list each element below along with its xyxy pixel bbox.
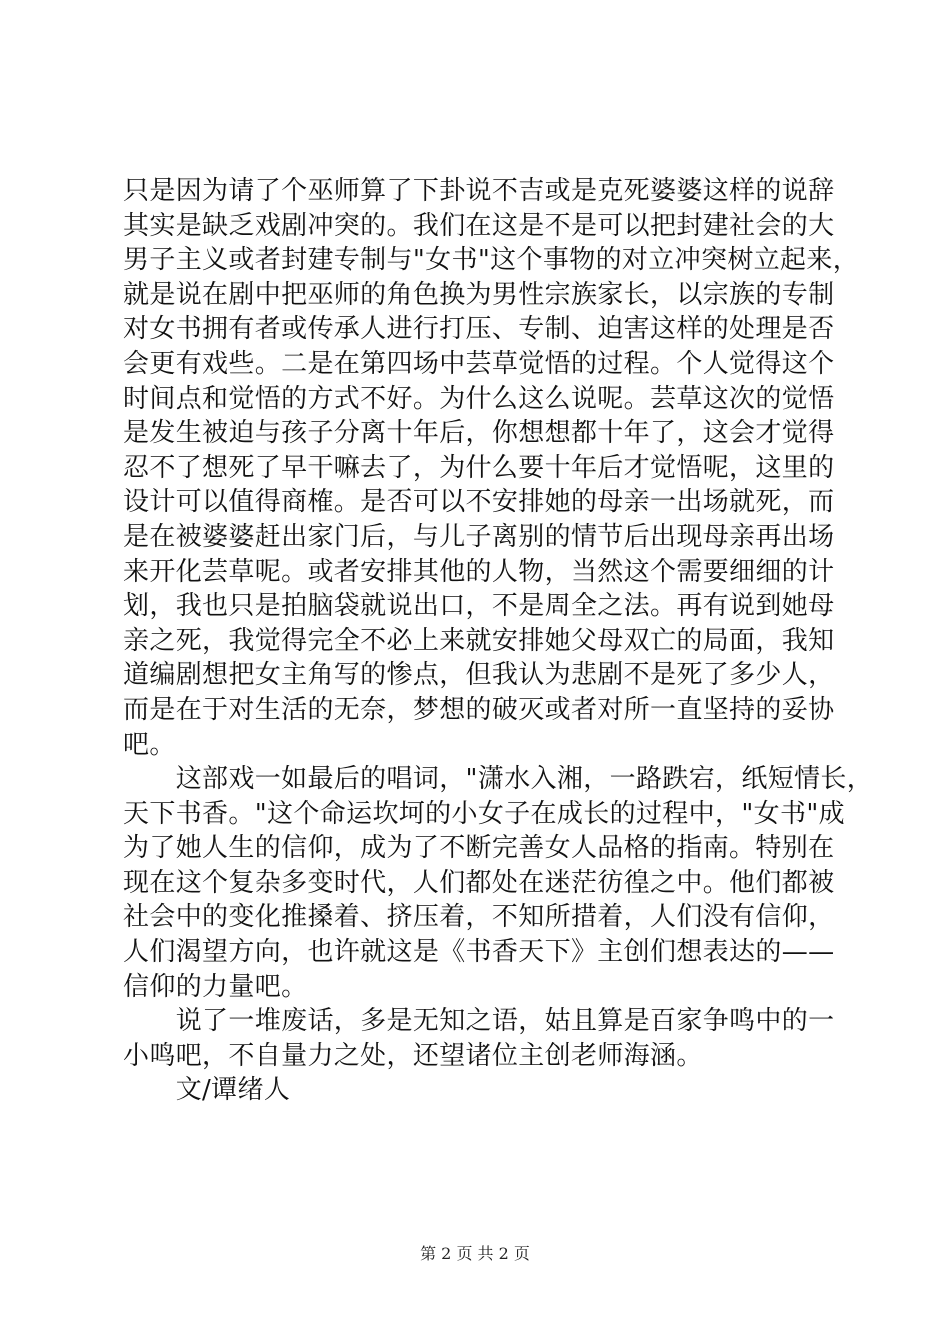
text-line: 设计可以值得商榷。是否可以不安排她的母亲一出场就死，而	[123, 487, 835, 518]
text-line: 吧。	[123, 729, 176, 760]
text-line: 说了一堆废话，多是无知之语，姑且算是百家争鸣中的一	[123, 1006, 835, 1037]
text-line: 男子主义或者封建专制与"女书"这个事物的对立冲突树立起来，	[123, 245, 860, 276]
text-line: 社会中的变化推搡着、挤压着，不知所措着，人们没有信仰，	[123, 902, 835, 933]
text-line: 只是因为请了个巫师算了下卦说不吉或是克死婆婆这样的说辞	[123, 176, 835, 206]
text-line: 会更有戏些。二是在第四场中芸草觉悟的过程。个人觉得这个	[123, 348, 835, 379]
text-line: 忍不了想死了早干嘛去了，为什么要十年后才觉悟呢，这里的	[123, 452, 835, 483]
text-line: 来开化芸草呢。或者安排其他的人物，当然这个需要细细的计	[123, 556, 835, 587]
text-line: 人们渴望方向，也许就这是《书香天下》主创们想表达的——	[123, 937, 835, 968]
text-line: 就是说在剧中把巫师的角色换为男性宗族家长，以宗族的专制	[123, 279, 835, 310]
text-line: 这部戏一如最后的唱词，"潇水入湘，一路跌宕，纸短情长，	[123, 764, 874, 795]
page-number-footer: 第 2 页 共 2 页	[420, 1244, 530, 1263]
document-body	[123, 174, 874, 1108]
text-line: 小鸣吧，不自量力之处，还望诸位主创老师海涵。	[123, 1040, 703, 1071]
author-signature-line: 文/谭绪人	[123, 1075, 291, 1106]
text-line: 对女书拥有者或传承人进行打压、专制、迫害这样的处理是否	[123, 314, 835, 345]
text-line: 亲之死，我觉得完全不必上来就安排她父母双亡的局面，我知	[123, 625, 835, 656]
text-line: 时间点和觉悟的方式不好。为什么这么说呢。芸草这次的觉悟	[123, 383, 835, 414]
text-line: 是发生被迫与孩子分离十年后，你想想都十年了，这会才觉得	[123, 418, 835, 449]
text-line: 是在被婆婆赶出家门后，与儿子离别的情节后出现母亲再出场	[123, 521, 835, 552]
text-line: 而是在于对生活的无奈，梦想的破灭或者对所一直坚持的妥协	[123, 694, 835, 725]
text-line: 道编剧想把女主角写的惨点，但我认为悲剧不是死了多少人，	[123, 660, 835, 691]
text-line: 其实是缺乏戏剧冲突的。我们在这是不是可以把封建社会的大	[123, 210, 835, 241]
text-line: 天下书香。"这个命运坎坷的小女子在成长的过程中，"女书"成	[123, 798, 846, 829]
text-line: 现在这个复杂多变时代，人们都处在迷茫彷徨之中。他们都被	[123, 867, 835, 898]
text-line: 划，我也只是拍脑袋就说出口，不是周全之法。再有说到她母	[123, 591, 835, 622]
text-line: 信仰的力量吧。	[123, 971, 308, 1002]
text-line: 为了她人生的信仰，成为了不断完善女人品格的指南。特别在	[123, 833, 835, 864]
